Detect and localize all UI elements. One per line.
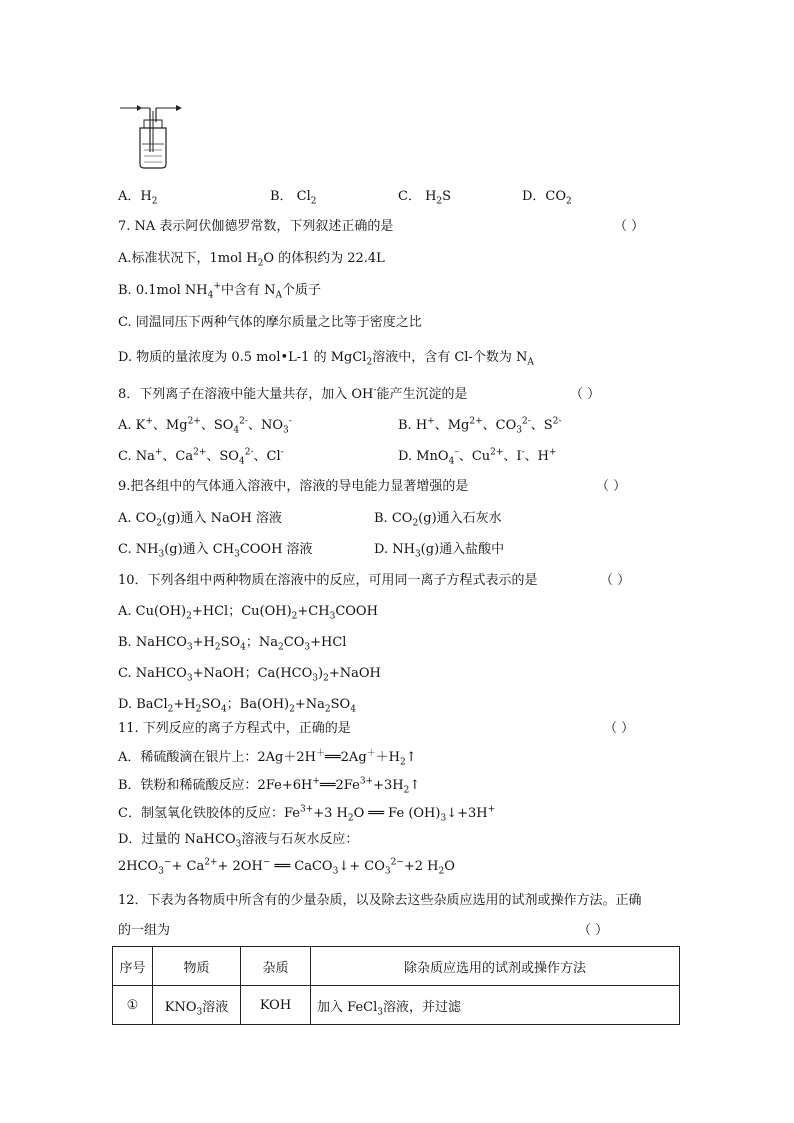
q9-option-b: B. $CO_2(g)$通入石灰水 [374,511,502,529]
q7-option-a: A.标准状况下，1mol $H_2O$ 的体积约为 22.4L [118,251,385,269]
q10-option-c: C. NaHCO$_3$+NaOH；$Ca(HCO_3)_2+NaOH$ [118,666,381,684]
substance-cell: $KNO_3$溶液 [153,986,241,1025]
q11-option-c: C．制氢氧化铁胶体的反应：$Fe^{3+}+3$ $H_2O$ ══ Fe $(OH)_3↓+3H^+$ [118,804,496,824]
gas-washing-bottle-figure [118,100,184,172]
q11-option-b: B．铁粉和稀硫酸反应：$2Fe+6H^+══2Fe^{3+}+3H_2↑$ [118,776,421,796]
q9-option-d: D. $NH_3(g)$通入盐酸中 [374,542,505,560]
q7-stem: 7. NA 表示阿伏伽德罗常数，下列叙述正确的是 [118,219,394,234]
q11-option-d: D．过量的 NaHCO$_3$溶液与石灰水反应： [118,832,359,850]
q10-option-b: B. $NaHCO_3+H_2SO_4$；$Na_2CO_3+HCl$ [118,635,347,653]
q6-option-c: C． $H_2S$ [398,189,452,207]
q12-answer-paren: （ ） [578,923,609,938]
q10-answer-paren: （ ） [600,573,631,588]
impurity-cell: KOH [241,986,311,1025]
method-cell: 加入 FeCl$_3$溶液，并过滤 [311,986,680,1025]
q8-answer-paren: （ ） [570,387,601,402]
q12-stem-line1: 12．下表为各物质中所含有的少量杂质，以及除去这些杂质应选用的试剂或操作方法。正确 [118,893,642,908]
row-number: ① [113,986,153,1025]
q7-option-b: B. 0.1mol $NH_4^+$中含有 $N_A$个质子 [118,281,321,301]
header-cell: 序号 [113,947,153,986]
q10-option-a: A. $Cu(OH)_2+HCl$；$Cu(OH)_2+CH_3COOH$ [118,604,378,622]
q8-option-c: C. Na+、$Ca^{2+}$、$SO_4^{2-}$、Cl- [118,447,284,467]
q12-table-header [113,947,680,986]
q9-option-c: C. $NH_3(g)$通入 $CH_3COOH$ 溶液 [118,542,313,560]
q12-stem-line2: 的一组为 [118,923,171,938]
q7-answer-paren: （ ） [614,219,645,234]
q7-option-d: D. 物质的量浓度为 0.5 mol•L-1 的 MgCl$_2$溶液中，含有 Cl-个数为 $N_A$ [118,350,534,368]
q8-option-b: B. H+、$Mg^{2+}$、$CO_3^{2-}$、$S^{2-}$ [398,416,562,436]
q11-stem: 11. 下列反应的离子方程式中，正确的是 [118,721,351,736]
q11-option-a: A．稀硫酸滴在银片上：$2Ag+2H^+══2Ag^++H_2↑$ [118,748,417,768]
q8-stem: 8．下列离子在溶液中能大量共存，加入 OH-能产生沉淀的是 [118,385,468,402]
q8-option-d: D. MnO$_4$–、$Cu^{2+}$、I-、H+ [398,447,557,467]
q7-option-c: C. 同温同压下两种气体的摩尔质量之比等于密度之比 [118,315,422,330]
q6-option-a: A．$H_2$ [118,189,158,207]
q9-answer-paren: （ ） [596,479,627,494]
q11-answer-paren: （ ） [604,721,635,736]
table-row [113,986,680,1025]
q9-option-a: A. $CO_2(g)$通入 NaOH 溶液 [118,511,282,529]
q10-option-d: D. $BaCl_2+H_2SO_4$；$Ba(OH)_2+Na_2SO_4$ [118,697,356,715]
header-cell: 杂质 [241,947,311,986]
header-cell: 物质 [153,947,241,986]
q9-stem: 9.把各组中的气体通入溶液中，溶液的导电能力显著增强的是 [118,479,469,494]
q10-stem: 10．下列各组中两种物质在溶液中的反应，可用同一离子方程式表示的是 [118,573,538,588]
q11-option-d-equation: $2HCO_3^-+ Ca^{2+}+ 2OH^-$ ══ CaCO$_3$↓+ $CO_3^{2-}+2$ $H_2O$ [118,857,455,877]
q6-option-b: B． $Cl_2$ [270,189,317,207]
q6-option-d: D．$CO_2$ [522,189,572,207]
q12-table [112,946,680,1025]
header-cell: 除杂质应选用的试剂或操作方法 [311,947,680,986]
q8-option-a: A. K+、$Mg^{2+}$、$SO_4^{2-}$、$NO_3^-$ [118,416,292,436]
